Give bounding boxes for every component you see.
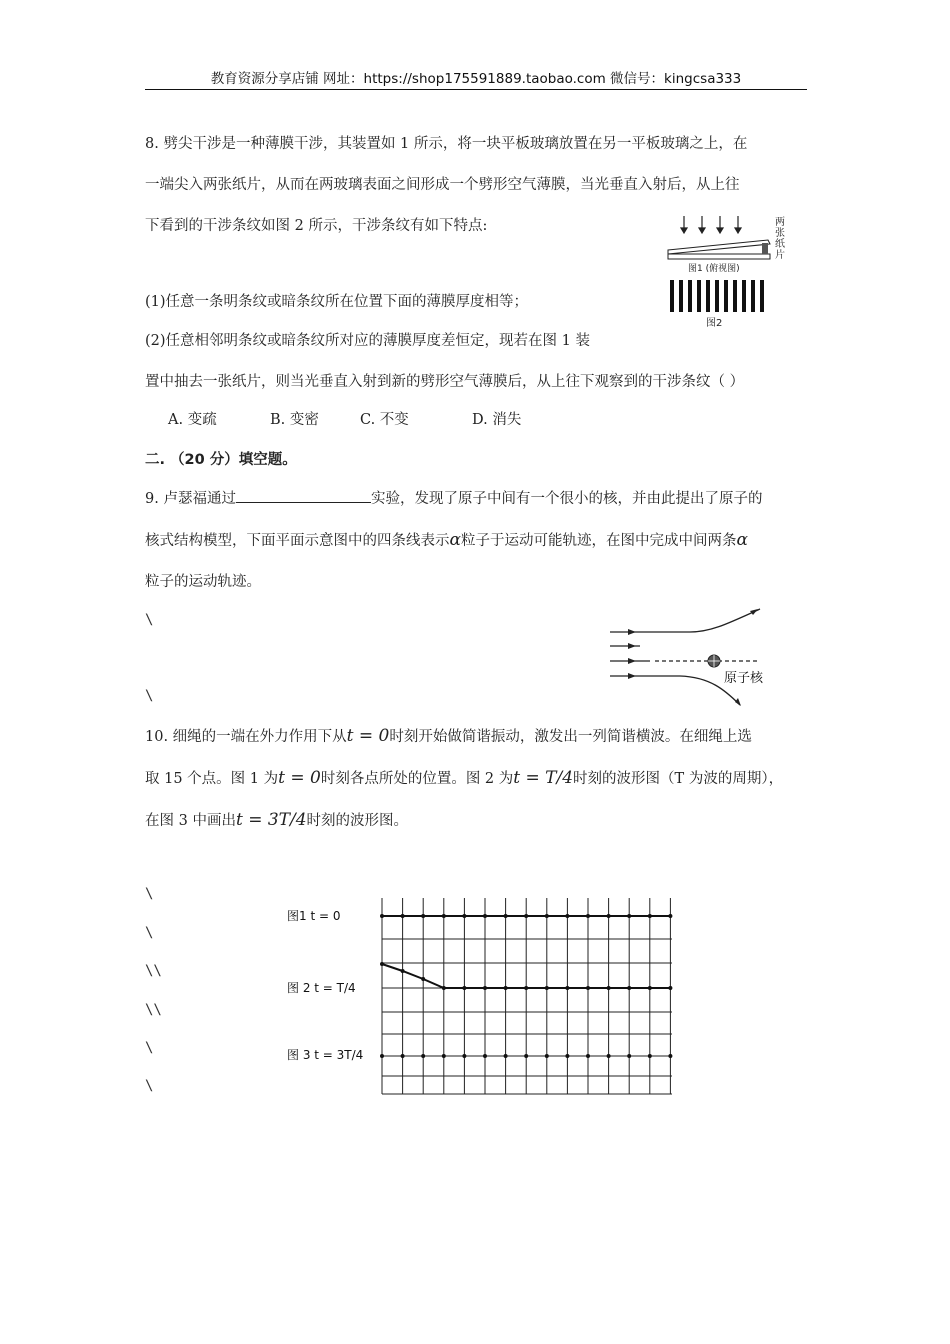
rope-point: [668, 986, 672, 990]
rope-point: [524, 986, 528, 990]
q8-line1: 8. 劈尖干涉是一种薄膜干涉，其装置如 1 所示，将一块平板玻璃放置在另一平板玻璃之上，在: [145, 136, 748, 152]
rope-point: [401, 914, 405, 918]
wedge-interference-figure: [662, 212, 797, 332]
rope-point: [421, 914, 425, 918]
alpha-track-top: [610, 609, 760, 632]
q9-line1-end: 实验，发现了原子中间有一个很小的核，并由此提出了原子的: [370, 491, 763, 507]
fig2-label: 图 2 t = T/4: [287, 981, 356, 995]
stray-mark: \: [145, 1040, 154, 1056]
rope-point: [668, 914, 672, 918]
rope-point: [380, 962, 384, 966]
interference-fringes: [670, 280, 764, 312]
rope-point: [545, 1054, 549, 1058]
q8-line2: 一端尖入两张纸片，从而在两玻璃表面之间形成一个劈形空气薄膜，当光垂直入射后，从上往: [145, 177, 740, 193]
q8-choice-c: C. 不变: [360, 412, 409, 428]
paper-slips: [762, 243, 768, 254]
rope-point: [627, 1054, 631, 1058]
q9-line1-start: 9. 卢瑟福通过: [145, 491, 236, 507]
rope-point: [545, 914, 549, 918]
q8-point1: (1)任意一条明条纹或暗条纹所在位置下面的薄膜厚度相等；: [145, 294, 529, 310]
rope-point: [607, 914, 611, 918]
nucleus-label: 原子核: [724, 671, 764, 686]
q10-line3-start: 在图 3 中画出: [145, 813, 236, 829]
rope-point: [421, 977, 425, 981]
q8-choice-a: A. 变疏: [168, 412, 217, 428]
wave-grid-figure: [282, 896, 680, 1096]
rope-point: [504, 914, 508, 918]
q8-line3: 下看到的干涉条纹如图 2 所示，干涉条纹有如下特点:: [145, 218, 488, 234]
q10-line2: [145, 768, 783, 789]
rope-point: [607, 986, 611, 990]
paper-label-1: 两: [775, 217, 785, 228]
q10-line2-mid: 时刻各点所处的位置。图 2 为: [320, 771, 514, 787]
q10-line1-end: 时刻开始做简谐振动，激发出一列简谐横波。在细绳上选: [389, 729, 752, 745]
rope-point: [565, 914, 569, 918]
rope-point: [545, 986, 549, 990]
page-header: 教育资源分享店铺 网址：https://shop175591889.taobao.com 微信号：kingcsa333: [210, 71, 742, 87]
fig1-caption: 图1 (俯视图): [688, 264, 740, 274]
rope-point: [401, 969, 405, 973]
alpha-track-bottom: [610, 676, 740, 705]
q8-choice-b: B. 变密: [270, 412, 319, 428]
rope-point: [668, 1054, 672, 1058]
q8-line4: 置中抽去一张纸片，则当光垂直入射到新的劈形空气薄膜后，从上往下观察到的干涉条纹（ ）: [145, 374, 745, 390]
rope-point: [442, 986, 446, 990]
rope-point: [648, 1054, 652, 1058]
stray-mark: \: [145, 1078, 154, 1094]
rope-point: [648, 986, 652, 990]
alpha-symbol-2: α: [736, 530, 748, 550]
top-glass-plate: [668, 240, 770, 254]
q8-point2: (2)任意相邻明条纹或暗条纹所对应的薄膜厚度差恒定，现若在图 1 装: [145, 333, 590, 349]
fig3-label: 图 3 t = 3T/4: [287, 1048, 364, 1062]
fig2-caption: 图2: [706, 318, 723, 329]
q9-line2-start: 核式结构模型，下面平面示意图中的四条线表示: [145, 533, 450, 549]
q9-line1: [145, 488, 762, 509]
q10-line2-end: 时刻的波形图（T 为波的周期），: [573, 771, 784, 787]
q8-choice-d: D. 消失: [472, 412, 522, 428]
paper-label-3: 纸: [775, 239, 785, 250]
q10-line2-start: 取 15 个点。图 1 为: [145, 771, 279, 787]
q10-line1-start: 10. 细绳的一端在外力作用下从: [145, 729, 347, 745]
q10-line3: [145, 810, 408, 831]
stray-mark: \\: [145, 1002, 162, 1018]
rope-point: [462, 914, 466, 918]
section-title: 二. （20 分）填空题。: [145, 452, 297, 468]
rope-point: [462, 986, 466, 990]
rope-point: [442, 1054, 446, 1058]
stray-mark: \: [145, 688, 154, 704]
q9-answer-blank[interactable]: [236, 488, 371, 503]
rope-point: [421, 1054, 425, 1058]
t0-formula-2: t = 0: [278, 768, 321, 788]
paper-label-2: 张: [775, 228, 785, 239]
rope-point: [504, 1054, 508, 1058]
rope-point: [607, 1054, 611, 1058]
stray-mark: \: [145, 886, 154, 902]
rope-point: [586, 986, 590, 990]
q9-line2: [145, 530, 748, 551]
rope-point: [565, 986, 569, 990]
rope-point: [627, 914, 631, 918]
stray-mark: \: [145, 612, 154, 628]
stray-mark: \: [145, 925, 154, 941]
rope-point: [462, 1054, 466, 1058]
q10-line1: [145, 726, 752, 747]
t0-formula: t = 0: [346, 726, 390, 746]
bottom-glass-plate: [668, 254, 770, 259]
rope-point: [565, 1054, 569, 1058]
rope-point: [401, 1054, 405, 1058]
fig1-label: 图1 t = 0: [287, 909, 341, 923]
rope-point: [504, 986, 508, 990]
paper-label-4: 片: [775, 250, 785, 261]
rope-point: [627, 986, 631, 990]
tT4-formula: t = T/4: [513, 768, 574, 788]
rope-point: [442, 914, 446, 918]
rope-point: [380, 914, 384, 918]
rope-point: [586, 1054, 590, 1058]
rope-point: [483, 1054, 487, 1058]
alpha-symbol: α: [449, 530, 461, 550]
rope-point: [380, 1054, 384, 1058]
header-divider: [145, 89, 807, 90]
incident-light-arrows: [681, 216, 741, 233]
t3T4-formula: t = 3T/4: [235, 810, 307, 830]
rope-point: [483, 914, 487, 918]
q10-line3-end: 时刻的波形图。: [306, 813, 409, 829]
rope-point: [524, 914, 528, 918]
q9-line2-end: 粒子于运动可能轨迹，在图中完成中间两条: [460, 533, 737, 549]
track-arrows: [628, 609, 758, 706]
q9-line3: 粒子的运动轨迹。: [145, 574, 261, 590]
stray-mark: \\: [145, 963, 162, 979]
rope-point: [586, 914, 590, 918]
rope-point: [483, 986, 487, 990]
rope-point: [524, 1054, 528, 1058]
rope-point: [648, 914, 652, 918]
alpha-scattering-figure: [600, 605, 780, 715]
